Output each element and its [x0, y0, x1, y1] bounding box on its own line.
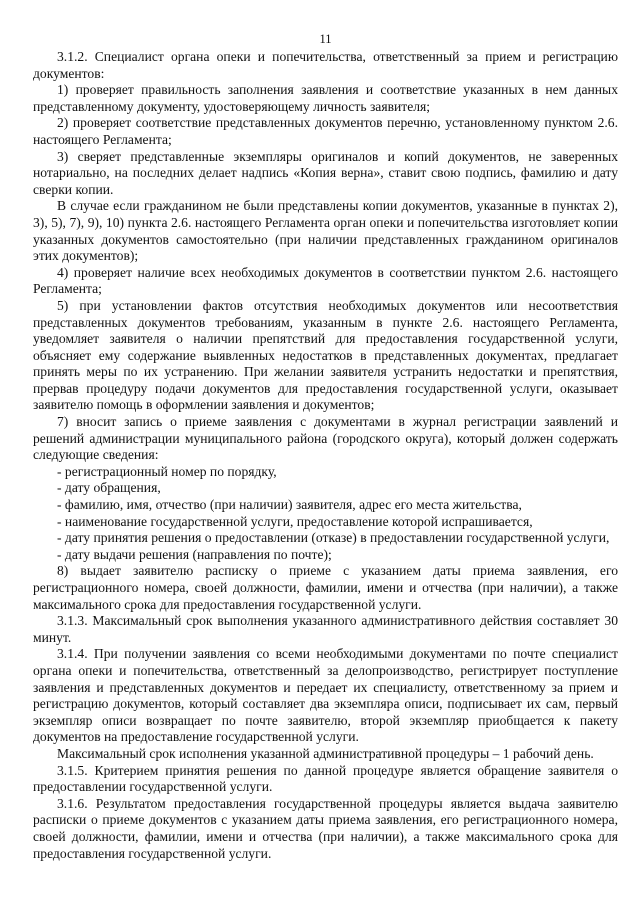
dash-item-name: - фамилию, имя, отчество (при наличии) заявителя, адрес его места жительства, — [57, 497, 522, 513]
dash-item-service: - наименование государственной услуги, предоставление которой испрашивается, — [57, 513, 533, 529]
dash-item-issue-date: - дату выдачи решения (направления по почте); — [57, 546, 332, 562]
document-body — [33, 49, 618, 862]
paragraph-3-1-5: 3.1.5. Критерием принятия решения по данной процедуре является обращение заявителя о предоставлении государственной услуги. — [33, 762, 618, 795]
paragraph-3-1-4: 3.1.4. При получении заявления со всеми необходимыми документами по почте специалист органа опеки и попечительства, ответственный за делопроизводство, регистрирует поступление заявления и представленных документов и передает их специалисту, ответственному за прием и регистрацию документов, который составляет два экземпляра описи, подписывает их сам, первый экземпляр описи возвращает по почте заявителю, второй экземпляр приобщается к пакету документов на предоставление государственной услуги. — [33, 646, 618, 745]
dash-item-decision-date: - дату принятия решения о предоставлении (отказе) в предоставлении государственной услуги, — [57, 530, 610, 546]
paragraph-3-1-3: 3.1.3. Максимальный срок выполнения указанного административного действия составляет 30 минут. — [33, 613, 618, 645]
list-item-2: 2) проверяет соответствие представленных документов перечню, установленному пунктом 2.6. настоящего Регламента; — [33, 115, 618, 147]
dash-item-date: - дату обращения, — [57, 480, 161, 496]
list-item-1: 1) проверяет правильность заполнения заявления и соответствие указанных в нем данных представленному документу, удостоверяющему личность заявителя; — [33, 82, 618, 114]
paragraph-max-term: Максимальный срок исполнения указанной административной процедуры – 1 рабочий день. — [57, 745, 594, 761]
paragraph-3-1-2: 3.1.2. Специалист органа опеки и попечительства, ответственный за прием и регистрацию документов: — [33, 49, 618, 81]
list-item-5: 5) при установлении фактов отсутствия необходимых документов или несоответствия представленных документов требованиям, указанным в пункте 2.6. настоящего Регламента, уведомляет заявителя о наличии препятствий для предоставления государственной услуги, объясняет ему содержание выявленных недостатков в представленных документах, предлагает принять меры по их устранению. При желании заявителя устранить недостатки и препятствия, прервав процедуру подачи документов для предоставления государственной услуги, оказывает заявителю помощь в оформлении заявления и документов; — [33, 297, 618, 413]
list-item-7: 7) вносит запись о приеме заявления с документами в журнал регистрации заявлений и решений администрации муниципального района (городского округа), который должен содержать следующие сведения: — [33, 414, 618, 463]
list-item-3: 3) сверяет представленные экземпляры оригиналов и копий документов, не заверенных нотариально, на последних делает надпись «Копия верна», ставит свою подпись, фамилию и дату сверки копии. — [33, 148, 618, 197]
paragraph-copies: В случае если гражданином не были представлены копии документов, указанные в пунктах 2), 3), 5), 7), 9), 10) пункта 2.6. настоящего Регламента орган опеки и попечительства изготовляет копии указанных документов самостоятельно (при наличии представленных гражданином оригиналов этих документов); — [33, 198, 618, 264]
list-item-8: 8) выдает заявителю расписку о приеме с указанием даты приема заявления, его регистрационного номера, своей должности, фамилии, имени и отчества (при наличии), а также максимального срока для предоставления государственной услуги. — [33, 563, 618, 612]
paragraph-3-1-6: 3.1.6. Результатом предоставления государственной процедуры является выдача заявителю расписки о приеме документов с указанием даты приема заявления, его регистрационного номера, своей должности, фамилии, имени и отчества (при наличии), а также максимального срока для предоставления государственной услуги. — [33, 795, 618, 861]
page-number: 11 — [319, 32, 332, 46]
dash-item-registration-number: - регистрационный номер по порядку, — [57, 463, 277, 479]
list-item-4: 4) проверяет наличие всех необходимых документов в соответствии пунктом 2.6. настоящего Регламента; — [33, 264, 618, 297]
